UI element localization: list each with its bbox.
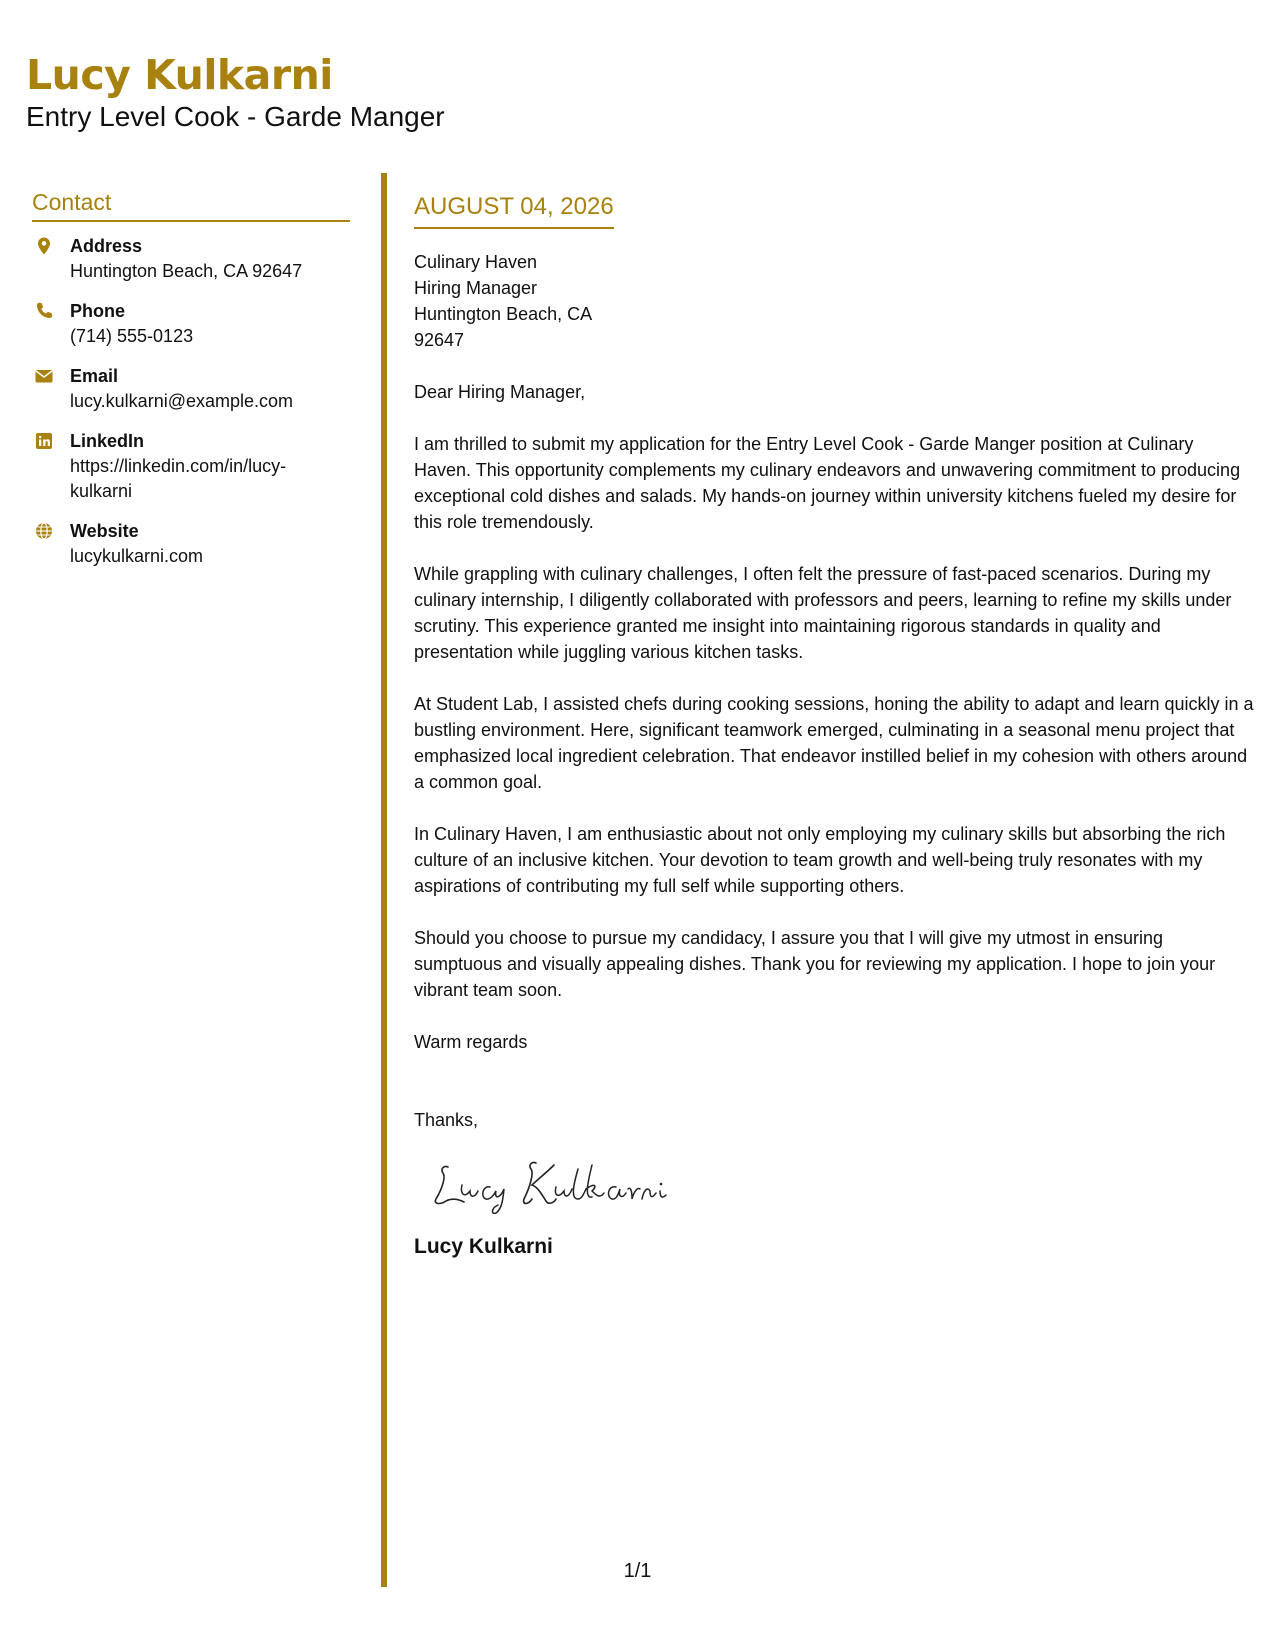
contact-value-linkedin-line-1: https://linkedin.com/in/lucy- — [70, 456, 287, 476]
letter-greeting: Dear Hiring Manager, — [414, 382, 586, 402]
contact-label-address: Address — [70, 236, 143, 256]
page-number: 1/1 — [623, 1560, 652, 1582]
letter-thanks: Thanks, — [414, 1110, 479, 1130]
letter-body — [414, 192, 1254, 1261]
letter-date-block — [414, 192, 614, 229]
contact-email — [32, 364, 350, 414]
contact-label-website: Website — [70, 521, 139, 541]
contact-address — [32, 234, 350, 284]
contact-phone — [32, 299, 350, 349]
recipient-company: Culinary Haven — [414, 252, 538, 272]
applicant-title: Entry Level Cook - Garde Manger — [26, 101, 445, 132]
contact-sidebar — [32, 188, 350, 584]
map-pin-icon — [34, 236, 54, 256]
letter-paragraph-2: While grappling with culinary challenges, I often felt the pressure of fast-paced scenarios. During my culinary internship, I diligently collaborated with professors and peers, learning to refine my skills under scrutiny. This experience granted me insight into maintaining rigorous standards in quality and presentation while juggling various kitchen tasks. — [414, 564, 1232, 662]
contact-value-address: Huntington Beach, CA 92647 — [70, 261, 303, 281]
letter-paragraph-4: In Culinary Haven, I am enthusiastic about not only employing my culinary skills but absorbing the rich culture of an inclusive kitchen. Your devotion to team growth and well-being truly resonates with my aspirations of contributing my full self while supporting others. — [414, 824, 1226, 896]
recipient-zip: 92647 — [414, 330, 465, 350]
contact-value-linkedin-line-2: kulkarni — [70, 481, 133, 501]
contact-value-phone: (714) 555-0123 — [70, 326, 194, 346]
letter-closing: Warm regards — [414, 1032, 528, 1052]
signed-name: Lucy Kulkarni — [414, 1235, 553, 1258]
contact-value-email: lucy.kulkarni@example.com — [70, 391, 294, 411]
recipient-block — [414, 249, 1254, 353]
contact-label-phone: Phone — [70, 301, 126, 321]
recipient-role: Hiring Manager — [414, 278, 538, 298]
contact-list — [32, 234, 350, 569]
recipient-city: Huntington Beach, CA — [414, 304, 593, 324]
contact-website — [32, 519, 350, 569]
contact-value-website: lucykulkarni.com — [70, 546, 204, 566]
contact-section-title: Contact — [32, 188, 350, 222]
column-divider — [381, 173, 387, 1587]
letter-paragraph-1: I am thrilled to submit my application for the Entry Level Cook - Garde Manger position at Culinary Haven. This opportunity complements my culinary endeavors and unwavering commitment to producing exceptional cold dishes and salads. My hands-on journey within university kitchens fueled my desire for this role tremendously. — [414, 434, 1241, 532]
letter-paragraph-5: Should you choose to pursue my candidacy, I assure you that I will give my utmost in ensuring sumptuous and visually appealing dishes. Thank you for reviewing my application. I hope to join your vibrant team soon. — [414, 928, 1216, 1000]
contact-linkedin — [32, 429, 350, 504]
applicant-name: Lucy Kulkarni — [26, 51, 333, 99]
phone-icon — [34, 301, 54, 321]
handwritten-signature — [428, 1155, 668, 1215]
linkedin-icon — [34, 431, 54, 451]
letter-header — [26, 50, 445, 134]
letter-date: AUGUST 04, 2026 — [414, 193, 614, 220]
envelope-icon — [34, 366, 54, 386]
contact-label-email: Email — [70, 366, 119, 386]
globe-icon — [34, 521, 54, 541]
contact-label-linkedin: LinkedIn — [70, 431, 145, 451]
letter-paragraph-3: At Student Lab, I assisted chefs during cooking sessions, honing the ability to adapt and learn quickly in a bustling environment. Here, significant teamwork emerged, culminating in a seasonal menu project that emphasized local ingredient celebration. That endeavor instilled belief in my cohesion with others around a common goal. — [414, 694, 1254, 792]
